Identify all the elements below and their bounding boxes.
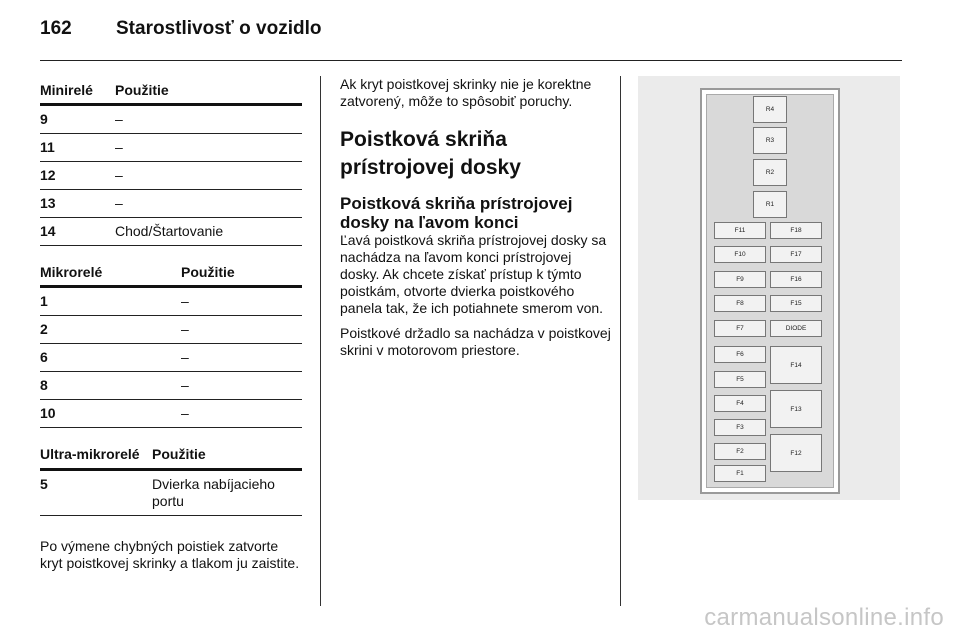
relay-number: 11: [40, 139, 55, 155]
body-paragraph: Ľavá poistková skriňa prístrojovej dosky sa nachádza na ľavom konci prístrojovej dosky. Ak chcete získať prístup k týmto poistkám, otvorte dvierka poistkového panela tak, že ich potiahnete smerom von.: [340, 232, 607, 316]
page-header: [40, 18, 321, 40]
fuse-f10: F10: [714, 246, 766, 263]
table-row: [40, 134, 302, 162]
relay-usage: –: [115, 195, 123, 211]
table-row: [40, 190, 302, 218]
table-row: [40, 288, 302, 316]
table-row: [40, 344, 302, 372]
relay-number: 8: [40, 377, 48, 393]
relay-number: 10: [40, 405, 56, 421]
page-number: 162: [40, 18, 72, 39]
table-row: [40, 372, 302, 400]
relay-usage: –: [115, 111, 123, 127]
column-header: Použitie: [115, 82, 169, 98]
table-header: [40, 264, 302, 288]
relay-r3: R3: [753, 127, 787, 154]
column-header: Mikrorelé: [40, 264, 103, 280]
relay-usage: –: [181, 321, 189, 337]
column-divider: [320, 76, 321, 606]
relay-number: 13: [40, 195, 56, 211]
relay-number: 14: [40, 223, 56, 239]
relay-number: 2: [40, 321, 48, 337]
fuse-f7: F7: [714, 320, 766, 337]
table-header: [40, 446, 302, 471]
column-header: Použitie: [181, 264, 235, 280]
relay-usage: –: [181, 293, 189, 309]
fuse-f8: F8: [714, 295, 766, 312]
fuse-f9: F9: [714, 271, 766, 288]
fuse-f15: F15: [770, 295, 822, 312]
relay-usage: –: [181, 377, 189, 393]
fuse-f3: F3: [714, 419, 766, 436]
relay-usage: –: [115, 167, 123, 183]
relay-usage: Dvierka nabíjacieho portu: [152, 476, 275, 509]
fuse-f6: F6: [714, 346, 766, 363]
fuse-box-diagram: [638, 76, 900, 500]
table-row: [40, 218, 302, 246]
middle-column: [340, 76, 612, 359]
fuse-f17: F17: [770, 246, 822, 263]
diode: DIODE: [770, 320, 822, 337]
column-header: Použitie: [152, 446, 206, 462]
table-row: [40, 471, 302, 516]
fuse-f5: F5: [714, 371, 766, 388]
section-heading: Poistková skriňa prístrojovej dosky: [340, 128, 521, 179]
microrelay-table: [40, 264, 302, 428]
header-rule: [40, 60, 902, 61]
subsection-heading: Poistková skriňa prístrojovej dosky na ľavom konci: [340, 194, 573, 232]
closing-note: Po výmene chybných poistiek zatvorte kryt poistkovej skrinky a tlakom ju zaistite.: [40, 538, 300, 571]
column-divider: [620, 76, 621, 606]
fuse-f4: F4: [714, 395, 766, 412]
relay-usage: –: [115, 139, 123, 155]
column-header: Minirelé: [40, 82, 93, 98]
minirelay-table: [40, 82, 302, 246]
table-header: [40, 82, 302, 106]
fuse-f14: F14: [770, 346, 822, 384]
table-row: [40, 162, 302, 190]
fuse-f18: F18: [770, 222, 822, 239]
relay-r4: R4: [753, 96, 787, 123]
relay-number: 5: [40, 476, 48, 492]
page-title: Starostlivosť o vozidlo: [116, 18, 322, 39]
ultra-microrelay-table: [40, 446, 302, 516]
intro-paragraph: Ak kryt poistkovej skrinky nie je korektne zatvorený, môže to spôsobiť poruchy.: [340, 76, 592, 109]
relay-number: 12: [40, 167, 56, 183]
fuse-f12: F12: [770, 434, 822, 472]
relay-number: 9: [40, 111, 48, 127]
body-paragraph: Poistkové držadlo sa nachádza v poistkovej skrini v motorovom priestore.: [340, 325, 611, 358]
fuse-f2: F2: [714, 443, 766, 460]
relay-r2: R2: [753, 159, 787, 186]
left-column: [40, 82, 302, 572]
fuse-f16: F16: [770, 271, 822, 288]
relay-number: 1: [40, 293, 48, 309]
table-row: [40, 400, 302, 428]
relay-number: 6: [40, 349, 48, 365]
column-header: Ultra-mikrorelé: [40, 446, 140, 462]
fuse-f13: F13: [770, 390, 822, 428]
relay-usage: Chod/Štartovanie: [115, 223, 224, 239]
relay-usage: –: [181, 405, 189, 421]
table-row: [40, 316, 302, 344]
fuse-f11: F11: [714, 222, 766, 239]
table-row: [40, 106, 302, 134]
relay-r1: R1: [753, 191, 787, 218]
fuse-f1: F1: [714, 465, 766, 482]
watermark: carmanualsonline.info: [704, 604, 944, 631]
relay-usage: –: [181, 349, 189, 365]
